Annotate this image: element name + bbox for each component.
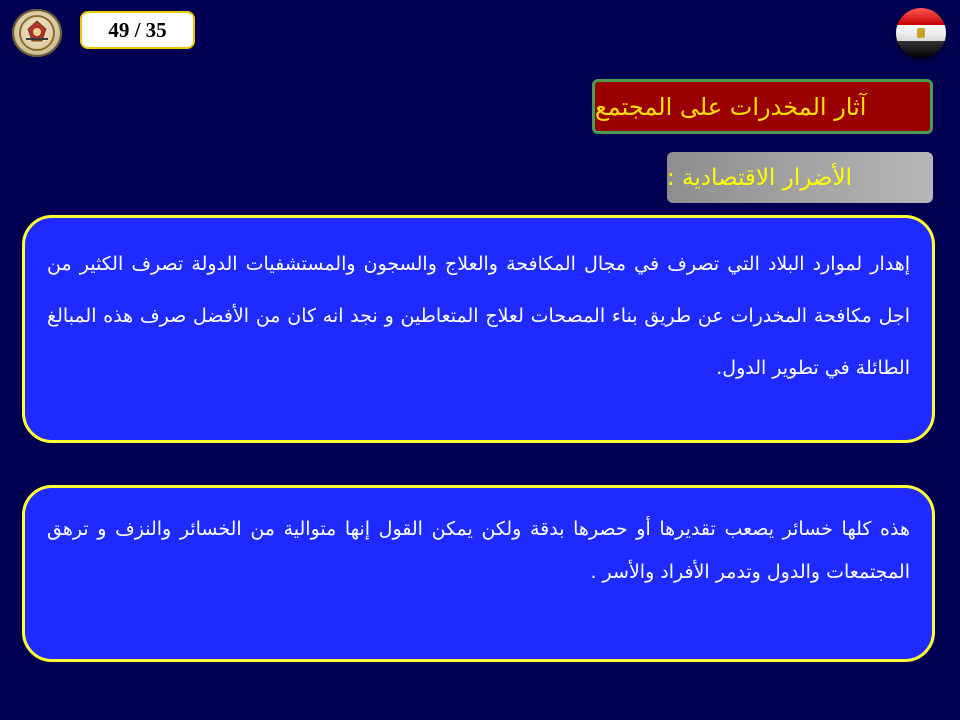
- page-counter: 49 / 35: [80, 11, 195, 49]
- egypt-flag-icon: [896, 8, 946, 58]
- text-panel-losses: [22, 485, 935, 662]
- panel-paragraph: هذه كلها خسائر يصعب تقديرها أو حصرها بدقة ولكن يمكن القول إنها متوالية من الخسائر والنزف و ترهق المجتمعات والدول وتدمر الأفراد والأسر .: [47, 518, 910, 583]
- military-emblem-icon: [12, 9, 62, 57]
- text-panel-economic-damage: [22, 215, 935, 443]
- section-subtitle: الأضرار الاقتصادية :: [667, 152, 933, 203]
- panel-paragraph: إهدار لموارد البلاد التي تصرف في مجال المكافحة والعلاج والسجون والمستشفيات الدولة تصرف الكثير من اجل مكافحة المخدرات عن طريق بناء المصحات لعلاج المتعاطين و نجد انه كان من الأفضل صرف هذه المبالغ الطائلة في تطوير الدول.: [47, 253, 910, 379]
- slide-title: آثار المخدرات على المجتمع: [592, 79, 933, 134]
